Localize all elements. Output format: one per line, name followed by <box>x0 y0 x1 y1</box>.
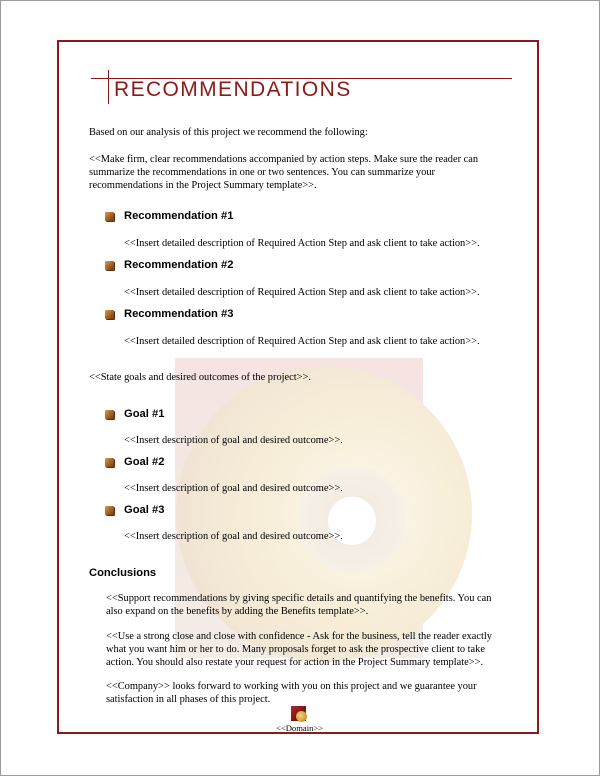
recommendation-1-title: Recommendation #1 <box>124 210 234 222</box>
goal-3-description: <<Insert description of goal and desired outcome>>. <box>124 531 343 542</box>
paragraph-line: satisfaction in all phases of this project. <box>106 694 271 705</box>
conclusions-paragraph-3 <box>106 680 477 706</box>
paragraph-line: action. You should also restate your request for action in the Project Summary template>>. <box>106 657 484 668</box>
recommendation-2-title: Recommendation #2 <box>124 259 234 271</box>
goal-1-description: <<Insert description of goal and desired outcome>>. <box>124 435 343 446</box>
conclusions-paragraph-1 <box>106 592 491 618</box>
recommendation-3-title: Recommendation #3 <box>124 308 234 320</box>
placeholder-line: recommendations in the Project Summary template>>. <box>89 180 317 191</box>
goals-intro: <<State goals and desired outcomes of the project>>. <box>89 372 311 383</box>
paragraph-line: <<Use a strong close and close with confidence - Ask for the business, tell the reader exactly <box>106 631 492 642</box>
recommendation-1-description: <<Insert detailed description of Required Action Step and ask client to take action>>. <box>124 238 480 249</box>
bullet-icon <box>105 212 114 221</box>
paragraph-line: <<Company>> looks forward to working with you on this project and we guarantee your <box>106 681 477 692</box>
placeholder-line: <<Make firm, clear recommendations accompanied by action steps. Make sure the reader can <box>89 154 479 165</box>
page-title: RECOMMENDATIONS <box>114 78 352 101</box>
bullet-icon <box>105 506 114 515</box>
conclusions-heading: Conclusions <box>89 567 157 579</box>
bullet-icon <box>105 458 114 467</box>
goal-3-title: Goal #3 <box>124 504 165 516</box>
conclusions-paragraph-2 <box>106 630 492 669</box>
recommendation-2-description: <<Insert detailed description of Required Action Step and ask client to take action>>. <box>124 287 480 298</box>
paragraph-line: also expand on the benefits by adding the Benefits template>>. <box>106 606 369 617</box>
recommendation-3-description: <<Insert detailed description of Required Action Step and ask client to take action>>. <box>124 336 480 347</box>
goal-2-title: Goal #2 <box>124 456 165 468</box>
placeholder-line: summarize the recommendations in one or two sentences. You can summarize your <box>89 167 435 178</box>
bullet-icon <box>105 261 114 270</box>
paragraph-line: what you want him or her to do. Many proposals forget to ask the prospective client to take <box>106 644 485 655</box>
recommendation-placeholder <box>89 153 478 192</box>
header-tick <box>108 70 109 104</box>
logo-dot-icon <box>296 711 307 722</box>
intro-text: Based on our analysis of this project we recommend the following: <box>89 127 368 138</box>
goal-1-title: Goal #1 <box>124 408 165 420</box>
paragraph-line: <<Support recommendations by giving specific details and quantifying the benefits. You can <box>106 593 492 604</box>
footer-domain: <<Domain>> <box>276 723 324 733</box>
bullet-icon <box>105 310 114 319</box>
goal-2-description: <<Insert description of goal and desired outcome>>. <box>124 483 343 494</box>
bullet-icon <box>105 410 114 419</box>
